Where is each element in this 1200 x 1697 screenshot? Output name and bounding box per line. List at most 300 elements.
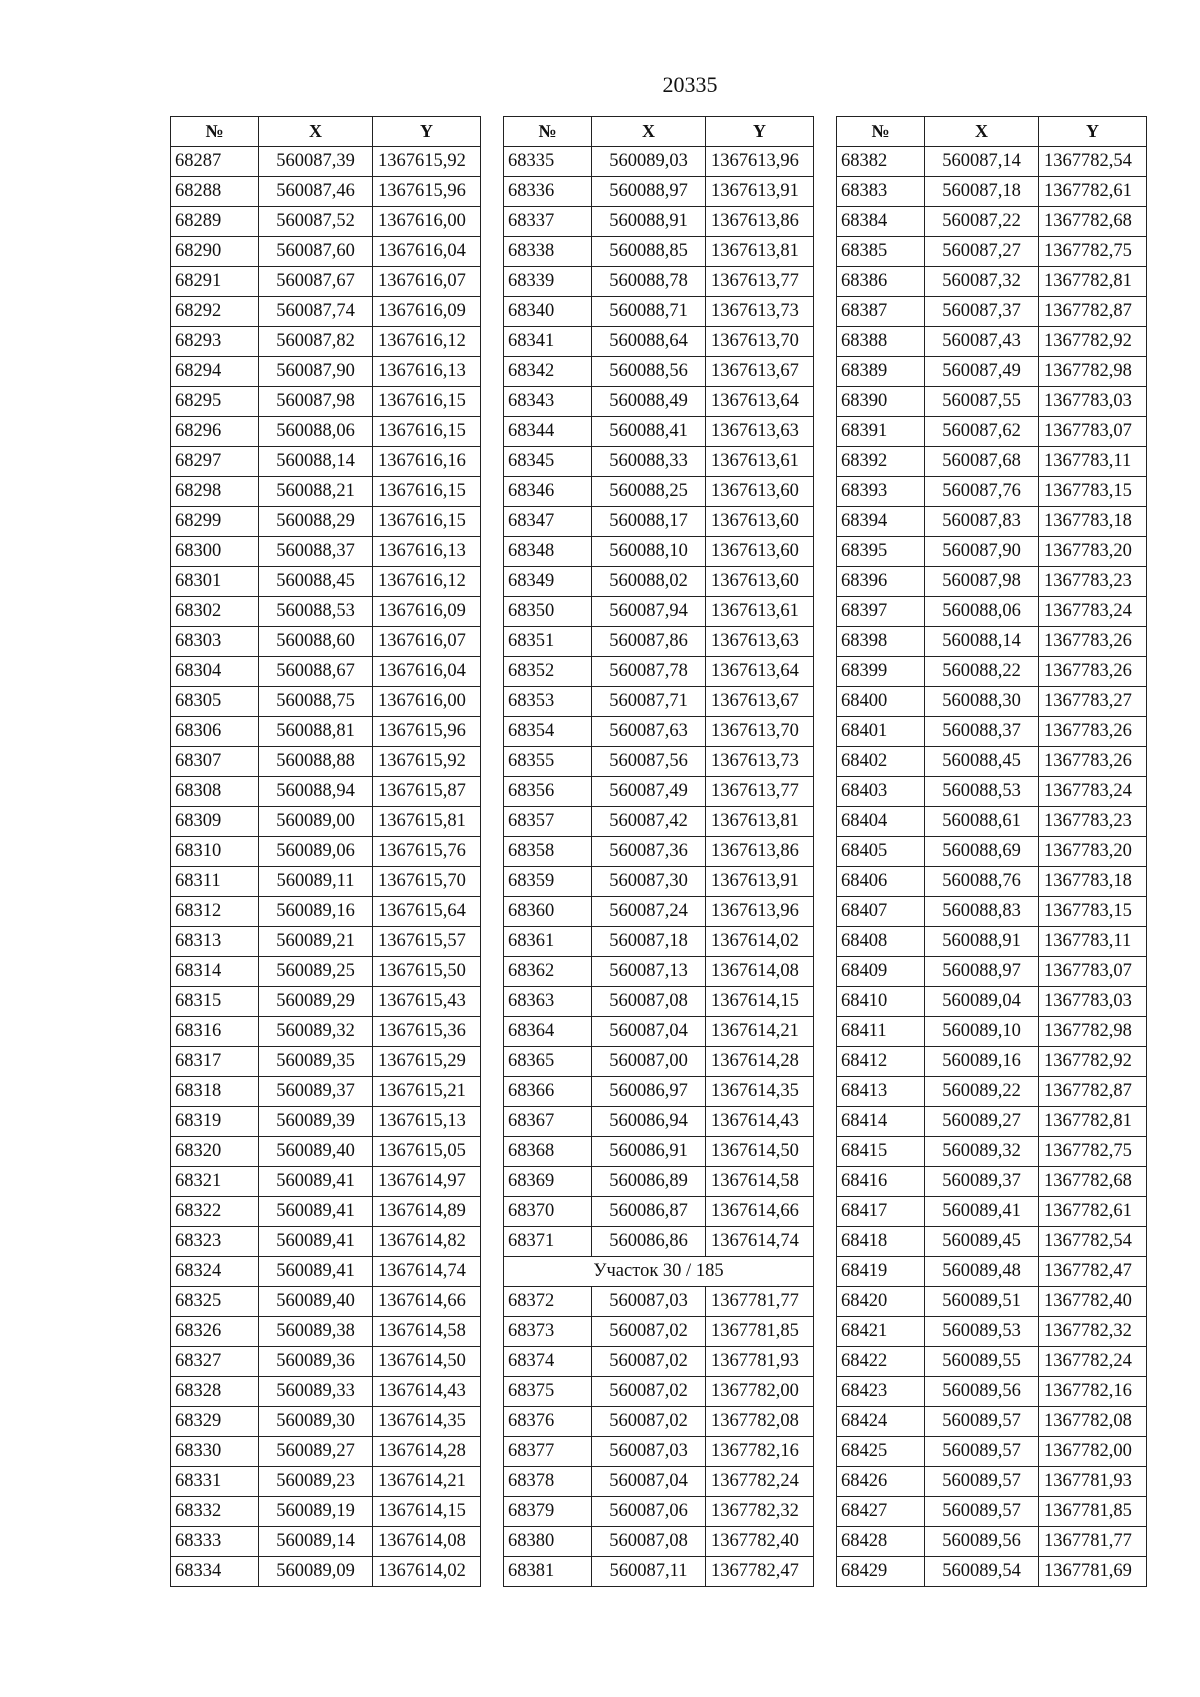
- x-coordinate-cell: 560088,56: [592, 357, 706, 387]
- x-coordinate-cell: 560087,83: [925, 507, 1039, 537]
- table-row: [837, 297, 1147, 327]
- point-number-cell: 68395: [837, 537, 925, 567]
- point-number-cell: 68355: [504, 747, 592, 777]
- point-number-cell: 68325: [171, 1287, 259, 1317]
- table-row: [171, 837, 481, 867]
- header-row: [837, 117, 1147, 147]
- y-coordinate-cell: 1367782,92: [1039, 327, 1147, 357]
- point-number-cell: 68322: [171, 1197, 259, 1227]
- point-number-cell: 68360: [504, 897, 592, 927]
- x-coordinate-cell: 560089,45: [925, 1227, 1039, 1257]
- table-row: [837, 1437, 1147, 1467]
- x-coordinate-cell: 560088,88: [259, 747, 373, 777]
- x-coordinate-cell: 560088,69: [925, 837, 1039, 867]
- table-row: [837, 657, 1147, 687]
- table-row: [837, 1557, 1147, 1587]
- y-coordinate-cell: 1367613,96: [706, 147, 814, 177]
- x-coordinate-cell: 560088,45: [925, 747, 1039, 777]
- point-number-cell: 68300: [171, 537, 259, 567]
- table-row: [504, 807, 814, 837]
- y-coordinate-cell: 1367613,81: [706, 807, 814, 837]
- table-row: [504, 957, 814, 987]
- table-row: [171, 147, 481, 177]
- x-coordinate-cell: 560087,90: [259, 357, 373, 387]
- x-coordinate-cell: 560086,86: [592, 1227, 706, 1257]
- y-coordinate-cell: 1367782,32: [706, 1497, 814, 1527]
- y-coordinate-cell: 1367613,86: [706, 837, 814, 867]
- table-row: [504, 297, 814, 327]
- x-coordinate-cell: 560089,48: [925, 1257, 1039, 1287]
- table-row: [504, 1137, 814, 1167]
- table-row: [504, 687, 814, 717]
- x-coordinate-cell: 560089,16: [925, 1047, 1039, 1077]
- y-coordinate-cell: 1367614,21: [706, 1017, 814, 1047]
- point-number-cell: 68329: [171, 1407, 259, 1437]
- x-header: X: [259, 117, 373, 147]
- x-coordinate-cell: 560089,40: [259, 1137, 373, 1167]
- y-coordinate-cell: 1367782,68: [1039, 1167, 1147, 1197]
- point-number-cell: 68288: [171, 177, 259, 207]
- y-coordinate-cell: 1367782,47: [1039, 1257, 1147, 1287]
- point-number-cell: 68361: [504, 927, 592, 957]
- x-coordinate-cell: 560087,36: [592, 837, 706, 867]
- table-row: [171, 777, 481, 807]
- y-coordinate-cell: 1367782,40: [1039, 1287, 1147, 1317]
- point-number-cell: 68301: [171, 567, 259, 597]
- point-number-cell: 68318: [171, 1077, 259, 1107]
- x-coordinate-cell: 560089,41: [925, 1197, 1039, 1227]
- y-coordinate-cell: 1367782,61: [1039, 177, 1147, 207]
- table-row: [837, 627, 1147, 657]
- point-number-cell: 68357: [504, 807, 592, 837]
- y-coordinate-cell: 1367614,58: [706, 1167, 814, 1197]
- table-row: [837, 987, 1147, 1017]
- table-row: [504, 267, 814, 297]
- point-number-cell: 68335: [504, 147, 592, 177]
- x-coordinate-cell: 560088,67: [259, 657, 373, 687]
- x-coordinate-cell: 560088,91: [592, 207, 706, 237]
- y-coordinate-cell: 1367614,08: [373, 1527, 481, 1557]
- header-row: [504, 117, 814, 147]
- point-number-cell: 68348: [504, 537, 592, 567]
- table-row: [504, 1107, 814, 1137]
- point-number-cell: 68377: [504, 1437, 592, 1467]
- point-number-cell: 68421: [837, 1317, 925, 1347]
- y-coordinate-cell: 1367614,74: [706, 1227, 814, 1257]
- y-coordinate-cell: 1367615,64: [373, 897, 481, 927]
- table-row: [837, 807, 1147, 837]
- x-coordinate-cell: 560089,41: [259, 1197, 373, 1227]
- table-row: [171, 927, 481, 957]
- table-row: [504, 867, 814, 897]
- point-number-cell: 68302: [171, 597, 259, 627]
- x-coordinate-cell: 560087,62: [925, 417, 1039, 447]
- point-number-cell: 68392: [837, 447, 925, 477]
- x-coordinate-cell: 560088,41: [592, 417, 706, 447]
- x-coordinate-cell: 560087,18: [592, 927, 706, 957]
- point-number-cell: 68387: [837, 297, 925, 327]
- y-coordinate-cell: 1367613,63: [706, 627, 814, 657]
- point-number-cell: 68383: [837, 177, 925, 207]
- x-coordinate-cell: 560088,83: [925, 897, 1039, 927]
- x-coordinate-cell: 560089,14: [259, 1527, 373, 1557]
- table-row: [504, 897, 814, 927]
- x-coordinate-cell: 560088,81: [259, 717, 373, 747]
- table-row: [504, 1227, 814, 1257]
- point-number-cell: 68367: [504, 1107, 592, 1137]
- point-number-cell: 68394: [837, 507, 925, 537]
- x-coordinate-cell: 560087,18: [925, 177, 1039, 207]
- y-coordinate-cell: 1367783,18: [1039, 867, 1147, 897]
- table-row: [504, 1527, 814, 1557]
- point-number-cell: 68400: [837, 687, 925, 717]
- x-coordinate-cell: 560088,78: [592, 267, 706, 297]
- x-coordinate-cell: 560087,76: [925, 477, 1039, 507]
- point-number-cell: 68425: [837, 1437, 925, 1467]
- table-row: [837, 1017, 1147, 1047]
- table-row: [504, 1377, 814, 1407]
- y-coordinate-cell: 1367782,08: [1039, 1407, 1147, 1437]
- table-row: [837, 1047, 1147, 1077]
- point-number-cell: 68382: [837, 147, 925, 177]
- point-number-cell: 68341: [504, 327, 592, 357]
- table-row: [504, 1077, 814, 1107]
- y-coordinate-cell: 1367616,15: [373, 507, 481, 537]
- x-coordinate-cell: 560087,46: [259, 177, 373, 207]
- table-row: [837, 1077, 1147, 1107]
- x-coordinate-cell: 560089,39: [259, 1107, 373, 1137]
- y-coordinate-cell: 1367615,70: [373, 867, 481, 897]
- table-row: [504, 1347, 814, 1377]
- point-number-cell: 68297: [171, 447, 259, 477]
- x-coordinate-cell: 560089,19: [259, 1497, 373, 1527]
- y-coordinate-cell: 1367613,61: [706, 597, 814, 627]
- point-number-cell: 68362: [504, 957, 592, 987]
- x-coordinate-cell: 560087,37: [925, 297, 1039, 327]
- x-coordinate-cell: 560088,10: [592, 537, 706, 567]
- y-coordinate-cell: 1367782,47: [706, 1557, 814, 1587]
- table-row: [504, 1197, 814, 1227]
- x-coordinate-cell: 560087,06: [592, 1497, 706, 1527]
- point-number-cell: 68376: [504, 1407, 592, 1437]
- point-number-cell: 68413: [837, 1077, 925, 1107]
- table-row: [171, 327, 481, 357]
- point-number-cell: 68313: [171, 927, 259, 957]
- x-coordinate-cell: 560089,27: [925, 1107, 1039, 1137]
- section-row: [504, 1257, 814, 1287]
- x-coordinate-cell: 560088,53: [259, 597, 373, 627]
- table-row: [837, 237, 1147, 267]
- table-row: [504, 477, 814, 507]
- point-number-cell: 68417: [837, 1197, 925, 1227]
- x-coordinate-cell: 560087,00: [592, 1047, 706, 1077]
- point-number-cell: 68408: [837, 927, 925, 957]
- table-row: [171, 1437, 481, 1467]
- table-row: [504, 357, 814, 387]
- table-row: [171, 1257, 481, 1287]
- x-coordinate-cell: 560087,42: [592, 807, 706, 837]
- y-coordinate-cell: 1367613,81: [706, 237, 814, 267]
- point-number-cell: 68332: [171, 1497, 259, 1527]
- table-row: [171, 1467, 481, 1497]
- point-number-cell: 68291: [171, 267, 259, 297]
- y-coordinate-cell: 1367782,75: [1039, 237, 1147, 267]
- y-coordinate-cell: 1367613,60: [706, 507, 814, 537]
- point-number-cell: 68338: [504, 237, 592, 267]
- point-number-cell: 68334: [171, 1557, 259, 1587]
- table-row: [837, 1257, 1147, 1287]
- y-coordinate-cell: 1367782,16: [706, 1437, 814, 1467]
- table-row: [504, 627, 814, 657]
- point-number-cell: 68419: [837, 1257, 925, 1287]
- x-coordinate-cell: 560087,14: [925, 147, 1039, 177]
- y-coordinate-cell: 1367615,92: [373, 747, 481, 777]
- table-row: [837, 147, 1147, 177]
- table-row: [504, 327, 814, 357]
- point-number-cell: 68411: [837, 1017, 925, 1047]
- y-coordinate-cell: 1367782,75: [1039, 1137, 1147, 1167]
- point-number-cell: 68428: [837, 1527, 925, 1557]
- x-coordinate-cell: 560087,43: [925, 327, 1039, 357]
- table-row: [171, 207, 481, 237]
- y-coordinate-cell: 1367782,81: [1039, 1107, 1147, 1137]
- y-coordinate-cell: 1367613,67: [706, 687, 814, 717]
- x-coordinate-cell: 560089,41: [259, 1257, 373, 1287]
- y-coordinate-cell: 1367613,86: [706, 207, 814, 237]
- point-number-cell: 68379: [504, 1497, 592, 1527]
- table-row: [837, 1407, 1147, 1437]
- point-number-cell: 68294: [171, 357, 259, 387]
- point-number-cell: 68373: [504, 1317, 592, 1347]
- x-coordinate-cell: 560089,32: [925, 1137, 1039, 1167]
- y-coordinate-cell: 1367614,43: [706, 1107, 814, 1137]
- y-coordinate-cell: 1367781,85: [1039, 1497, 1147, 1527]
- point-number-cell: 68323: [171, 1227, 259, 1257]
- y-coordinate-cell: 1367615,05: [373, 1137, 481, 1167]
- x-coordinate-cell: 560089,22: [925, 1077, 1039, 1107]
- x-coordinate-cell: 560088,75: [259, 687, 373, 717]
- x-coordinate-cell: 560087,27: [925, 237, 1039, 267]
- x-coordinate-cell: 560089,37: [259, 1077, 373, 1107]
- point-number-cell: 68420: [837, 1287, 925, 1317]
- y-header: Y: [706, 117, 814, 147]
- table-row: [504, 987, 814, 1017]
- point-number-cell: 68359: [504, 867, 592, 897]
- x-coordinate-cell: 560088,91: [925, 927, 1039, 957]
- x-coordinate-cell: 560088,85: [592, 237, 706, 267]
- table-row: [504, 207, 814, 237]
- y-coordinate-cell: 1367613,96: [706, 897, 814, 927]
- table-row: [837, 1467, 1147, 1497]
- point-number-cell: 68321: [171, 1167, 259, 1197]
- y-coordinate-cell: 1367782,24: [706, 1467, 814, 1497]
- x-coordinate-cell: 560089,41: [259, 1167, 373, 1197]
- table-row: [171, 177, 481, 207]
- x-coordinate-cell: 560089,06: [259, 837, 373, 867]
- point-number-cell: 68344: [504, 417, 592, 447]
- table-row: [837, 1107, 1147, 1137]
- table-row: [171, 477, 481, 507]
- table-row: [171, 717, 481, 747]
- y-coordinate-cell: 1367614,21: [373, 1467, 481, 1497]
- y-coordinate-cell: 1367614,74: [373, 1257, 481, 1287]
- x-coordinate-cell: 560089,38: [259, 1317, 373, 1347]
- x-coordinate-cell: 560087,03: [592, 1437, 706, 1467]
- point-number-cell: 68312: [171, 897, 259, 927]
- table-row: [504, 597, 814, 627]
- x-coordinate-cell: 560087,32: [925, 267, 1039, 297]
- coordinates-table-1: [170, 116, 481, 1587]
- y-coordinate-cell: 1367782,40: [706, 1527, 814, 1557]
- y-coordinate-cell: 1367614,08: [706, 957, 814, 987]
- y-coordinate-cell: 1367613,60: [706, 537, 814, 567]
- x-coordinate-cell: 560087,94: [592, 597, 706, 627]
- x-coordinate-cell: 560087,04: [592, 1017, 706, 1047]
- point-number-cell: 68320: [171, 1137, 259, 1167]
- x-coordinate-cell: 560087,03: [592, 1287, 706, 1317]
- table-row: [171, 747, 481, 777]
- header-row: [171, 117, 481, 147]
- x-coordinate-cell: 560089,30: [259, 1407, 373, 1437]
- y-coordinate-cell: 1367783,20: [1039, 537, 1147, 567]
- y-coordinate-cell: 1367781,69: [1039, 1557, 1147, 1587]
- table-row: [171, 1527, 481, 1557]
- x-coordinate-cell: 560089,53: [925, 1317, 1039, 1347]
- y-coordinate-cell: 1367616,04: [373, 237, 481, 267]
- table-row: [171, 1077, 481, 1107]
- x-coordinate-cell: 560087,98: [259, 387, 373, 417]
- y-coordinate-cell: 1367615,57: [373, 927, 481, 957]
- y-coordinate-cell: 1367783,03: [1039, 987, 1147, 1017]
- point-number-cell: 68375: [504, 1377, 592, 1407]
- x-coordinate-cell: 560089,21: [259, 927, 373, 957]
- table-row: [837, 327, 1147, 357]
- table-row: [837, 1197, 1147, 1227]
- table-row: [837, 1347, 1147, 1377]
- x-coordinate-cell: 560087,04: [592, 1467, 706, 1497]
- x-coordinate-cell: 560089,33: [259, 1377, 373, 1407]
- table-row: [171, 447, 481, 477]
- point-number-cell: 68378: [504, 1467, 592, 1497]
- x-coordinate-cell: 560089,51: [925, 1287, 1039, 1317]
- table-row: [837, 957, 1147, 987]
- x-coordinate-cell: 560087,78: [592, 657, 706, 687]
- y-coordinate-cell: 1367783,07: [1039, 417, 1147, 447]
- x-coordinate-cell: 560087,13: [592, 957, 706, 987]
- table-row: [837, 597, 1147, 627]
- point-number-cell: 68402: [837, 747, 925, 777]
- x-coordinate-cell: 560089,25: [259, 957, 373, 987]
- x-coordinate-cell: 560088,45: [259, 567, 373, 597]
- point-number-cell: 68304: [171, 657, 259, 687]
- point-number-cell: 68370: [504, 1197, 592, 1227]
- point-number-cell: 68404: [837, 807, 925, 837]
- y-coordinate-cell: 1367614,43: [373, 1377, 481, 1407]
- table-row: [837, 867, 1147, 897]
- x-coordinate-cell: 560089,37: [925, 1167, 1039, 1197]
- y-coordinate-cell: 1367614,35: [706, 1077, 814, 1107]
- y-coordinate-cell: 1367783,26: [1039, 657, 1147, 687]
- y-coordinate-cell: 1367782,81: [1039, 267, 1147, 297]
- point-number-cell: 68422: [837, 1347, 925, 1377]
- table-row: [837, 717, 1147, 747]
- table-row: [171, 687, 481, 717]
- point-number-cell: 68342: [504, 357, 592, 387]
- y-coordinate-cell: 1367783,23: [1039, 567, 1147, 597]
- table-row: [837, 537, 1147, 567]
- y-coordinate-cell: 1367613,91: [706, 177, 814, 207]
- y-header: Y: [1039, 117, 1147, 147]
- y-coordinate-cell: 1367615,29: [373, 1047, 481, 1077]
- point-number-cell: 68410: [837, 987, 925, 1017]
- x-coordinate-cell: 560088,14: [259, 447, 373, 477]
- table-row: [171, 1557, 481, 1587]
- point-number-cell: 68398: [837, 627, 925, 657]
- point-number-cell: 68333: [171, 1527, 259, 1557]
- point-number-cell: 68380: [504, 1527, 592, 1557]
- y-coordinate-cell: 1367613,64: [706, 657, 814, 687]
- y-coordinate-cell: 1367616,09: [373, 597, 481, 627]
- y-coordinate-cell: 1367613,60: [706, 567, 814, 597]
- x-coordinate-cell: 560089,03: [592, 147, 706, 177]
- table-row: [504, 447, 814, 477]
- point-number-cell: 68303: [171, 627, 259, 657]
- table-row: [504, 1167, 814, 1197]
- point-number-cell: 68385: [837, 237, 925, 267]
- y-coordinate-cell: 1367615,21: [373, 1077, 481, 1107]
- y-coordinate-cell: 1367614,28: [373, 1437, 481, 1467]
- y-coordinate-cell: 1367613,70: [706, 717, 814, 747]
- table-row: [837, 1167, 1147, 1197]
- table-row: [504, 1317, 814, 1347]
- y-coordinate-cell: 1367782,00: [706, 1377, 814, 1407]
- point-number-cell: 68292: [171, 297, 259, 327]
- x-coordinate-cell: 560087,86: [592, 627, 706, 657]
- y-coordinate-cell: 1367613,64: [706, 387, 814, 417]
- table-row: [504, 1287, 814, 1317]
- x-coordinate-cell: 560089,11: [259, 867, 373, 897]
- point-number-cell: 68416: [837, 1167, 925, 1197]
- point-number-cell: 68397: [837, 597, 925, 627]
- table-row: [837, 897, 1147, 927]
- x-coordinate-cell: 560088,94: [259, 777, 373, 807]
- y-coordinate-cell: 1367783,15: [1039, 477, 1147, 507]
- y-coordinate-cell: 1367615,50: [373, 957, 481, 987]
- point-number-cell: 68346: [504, 477, 592, 507]
- x-coordinate-cell: 560086,87: [592, 1197, 706, 1227]
- table-row: [171, 357, 481, 387]
- y-coordinate-cell: 1367783,11: [1039, 447, 1147, 477]
- table-row: [171, 897, 481, 927]
- x-coordinate-cell: 560088,97: [925, 957, 1039, 987]
- y-header: Y: [373, 117, 481, 147]
- table-row: [837, 777, 1147, 807]
- x-coordinate-cell: 560089,54: [925, 1557, 1039, 1587]
- point-number-cell: 68336: [504, 177, 592, 207]
- y-coordinate-cell: 1367616,12: [373, 327, 481, 357]
- point-number-cell: 68331: [171, 1467, 259, 1497]
- x-coordinate-cell: 560089,57: [925, 1497, 1039, 1527]
- table-row: [504, 147, 814, 177]
- point-number-cell: 68316: [171, 1017, 259, 1047]
- x-coordinate-cell: 560088,64: [592, 327, 706, 357]
- y-coordinate-cell: 1367783,20: [1039, 837, 1147, 867]
- table-row: [171, 807, 481, 837]
- y-coordinate-cell: 1367783,03: [1039, 387, 1147, 417]
- y-coordinate-cell: 1367613,73: [706, 297, 814, 327]
- page-number: 20335: [662, 72, 718, 97]
- y-coordinate-cell: 1367783,26: [1039, 717, 1147, 747]
